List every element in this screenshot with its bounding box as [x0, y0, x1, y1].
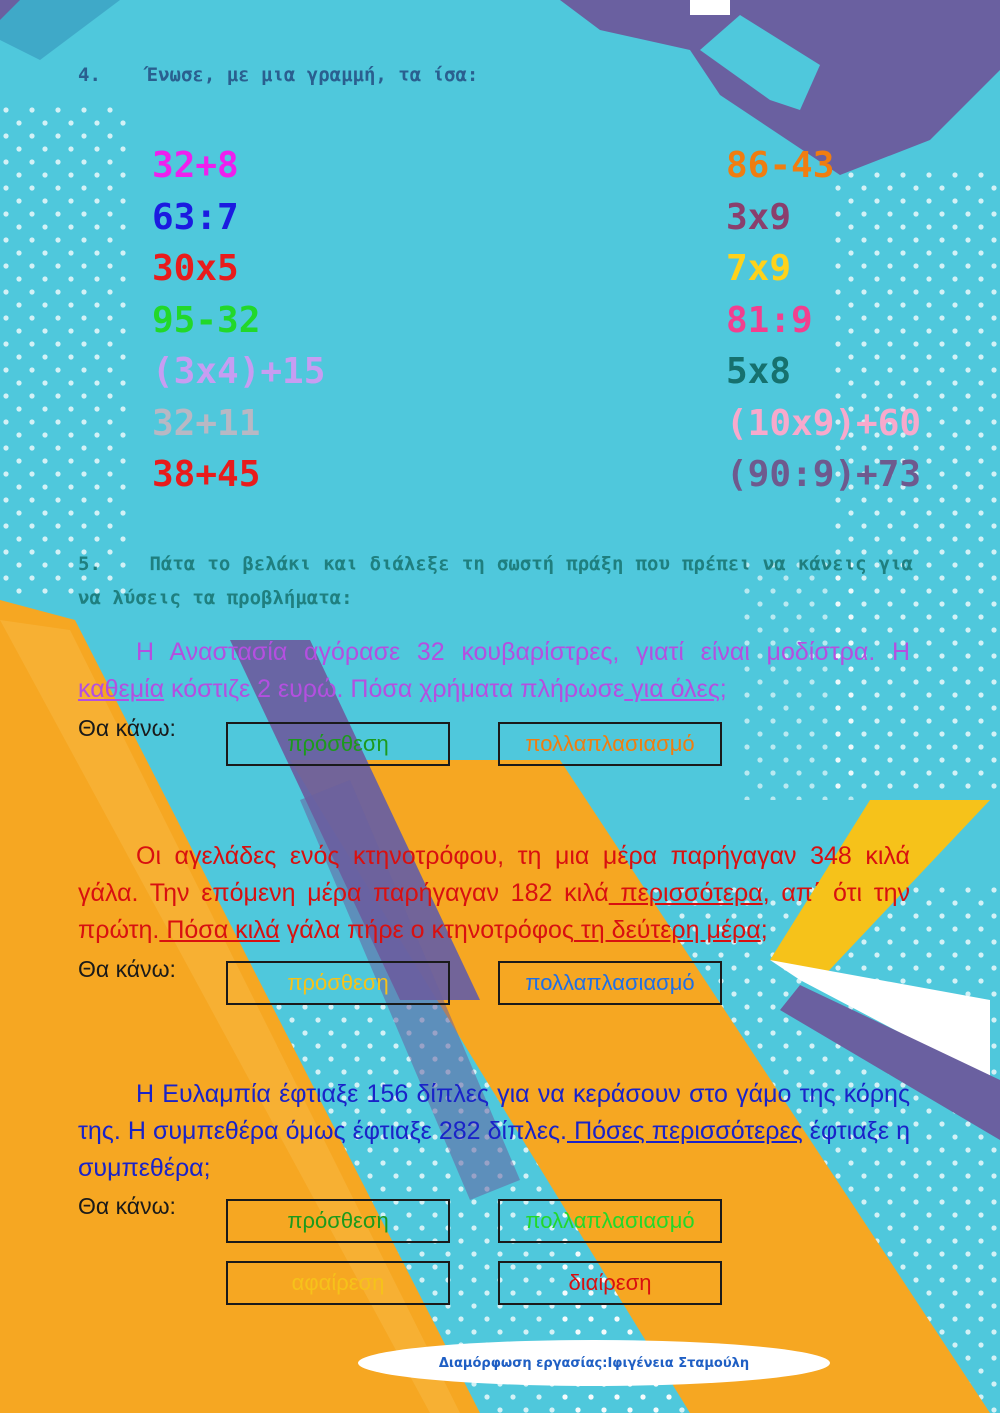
problem-3-text [78, 1076, 910, 1187]
problem-3-underline: Πόσες περισσότερες [567, 1117, 803, 1145]
problem-1-part: κόστιζε 2 ευρώ. Πόσα χρήματα πλήρωσε [164, 675, 625, 703]
right-expression[interactable]: 3x9 [726, 196, 792, 238]
problem-1-underline: καθεμία [78, 675, 165, 703]
left-expressions [152, 140, 325, 501]
problem-1-option-multiplication[interactable]: πολλαπλασιασμό [498, 722, 722, 766]
footer-credit: Διαμόρφωση εργασίας:Ιφιγένεια Σταμούλη [358, 1340, 830, 1386]
problem-2-underline: περισσότερα [608, 879, 763, 907]
left-expression[interactable]: 32+8 [152, 145, 239, 186]
problem-1-underline: για όλες [624, 675, 720, 703]
problem-2-part: Οι αγελάδες ενός κτηνοτρόφου, τη μια μέρα παρήγαγαν 348 κιλά γάλα. Την επόμενη μέρα παρήγαγαν 182 κιλά [78, 842, 910, 907]
right-expression[interactable]: 7x9 [726, 248, 792, 289]
left-expression[interactable]: 32+11 [152, 402, 261, 444]
right-expression[interactable]: 81:9 [726, 299, 813, 341]
right-expression[interactable]: 86-43 [726, 145, 835, 186]
problem-3-label: Θα κάνω: [78, 1193, 176, 1219]
right-expression[interactable]: (90:9)+73 [726, 454, 922, 495]
problem-2-part: ; [760, 916, 768, 944]
problem-1-option-addition[interactable]: πρόσθεση [226, 722, 450, 766]
problem-2-option-multiplication[interactable]: πολλαπλασιασμό [498, 961, 722, 1005]
problem-3-option-subtraction[interactable]: αφαίρεση [226, 1261, 450, 1305]
right-expression[interactable]: (10x9)+60 [726, 402, 922, 444]
problem-2-option-addition[interactable]: πρόσθεση [226, 961, 450, 1005]
problem-3-part: Η Ευλαμπία έφτιαξε 156 δίπλες για να κεράσουν στο γάμο της κόρης της. Η συμπεθέρα όμως έφτιαξε 282 δίπλες. [78, 1080, 910, 1145]
right-expressions [726, 140, 921, 501]
problem-2-part: , απ΄ ότι την πρώτη. [78, 879, 910, 944]
question-4-title: 4. Ένωσε, με μια γραμμή, τα ίσα: [78, 64, 479, 86]
left-expression[interactable]: 63:7 [152, 196, 239, 238]
problem-2-text [78, 838, 910, 949]
problem-3-part: έφτιαξε η συμπεθέρα; [78, 1117, 910, 1182]
problem-1-part: ; [719, 675, 727, 703]
problem-1-part: Η Αναστασία αγόρασε 32 κουβαρίστρες, γιατί είναι μοδίστρα. Η [136, 638, 910, 666]
problem-2-underline: τη δεύτερη μέρα [573, 916, 761, 944]
left-expression[interactable]: 30x5 [152, 248, 239, 289]
problem-3-option-multiplication[interactable]: πολλαπλασιασμό [498, 1199, 722, 1243]
question-5-title: 5. Πάτα το βελάκι και διάλεξε τη σωστή πράξη που πρέπει να κάνεις για να λύσεις τα προβλήματα: [78, 553, 913, 609]
problem-1-text [78, 634, 910, 708]
problem-2-label: Θα κάνω: [78, 956, 176, 982]
problem-3-option-addition[interactable]: πρόσθεση [226, 1199, 450, 1243]
left-expression[interactable]: 38+45 [152, 454, 261, 495]
problem-1-label: Θα κάνω: [78, 715, 176, 741]
left-expression[interactable]: 95-32 [152, 299, 261, 341]
problem-2-part: γάλα πήρε ο κτηνοτρόφος [279, 916, 574, 944]
problem-2-underline: Πόσα κιλά [159, 916, 280, 944]
right-expression[interactable]: 5x8 [726, 351, 792, 392]
problem-3-option-division[interactable]: διαίρεση [498, 1261, 722, 1305]
left-expression[interactable]: (3x4)+15 [152, 351, 326, 392]
